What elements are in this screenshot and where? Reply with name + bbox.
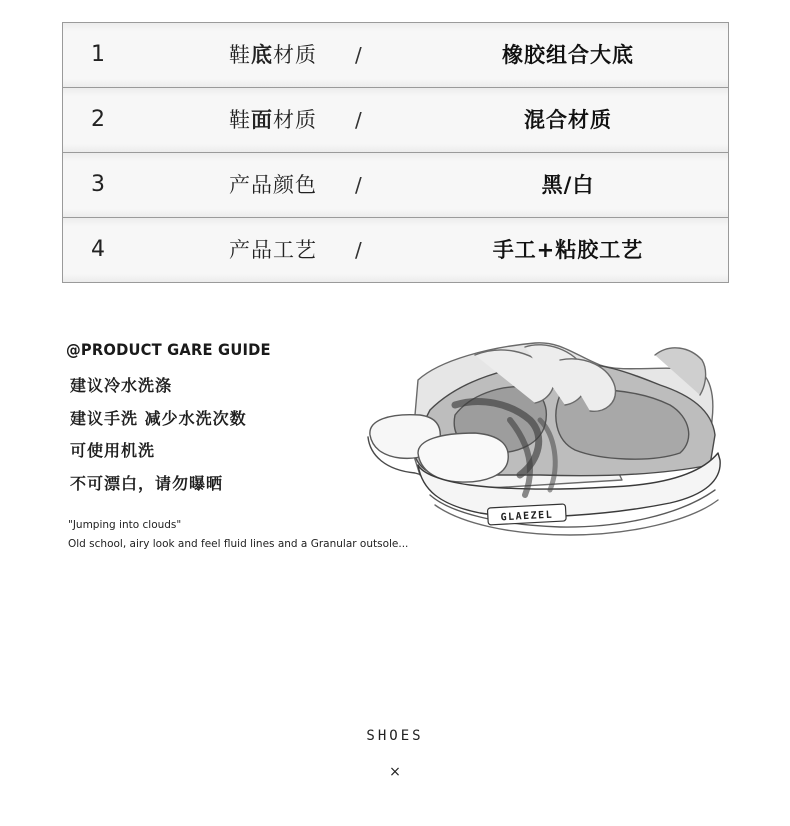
row-label: 鞋面材质 [229, 108, 317, 132]
row-number: 2 [91, 107, 105, 132]
care-item: 可使用机洗 [70, 441, 156, 460]
row-separator: / [355, 173, 362, 197]
sneaker-illustration [360, 325, 730, 555]
row-value: 橡胶组合大底 [502, 43, 634, 67]
spec-row-craft [63, 218, 728, 283]
spec-row-color [63, 153, 728, 218]
row-number: 1 [91, 42, 105, 67]
spec-row-sole [63, 23, 728, 88]
tagline-text: Old school, airy look and feel fluid lines and a Granular outsole... [68, 538, 409, 550]
care-guide-title: @PRODUCT GARE GUIDE [66, 340, 271, 359]
row-value: 黑/白 [541, 173, 595, 197]
tagline-quote: "Jumping into clouds" [68, 519, 182, 531]
row-number: 3 [91, 172, 105, 197]
row-label: 产品颜色 [229, 173, 317, 197]
care-instructions [70, 376, 247, 506]
care-item: 建议手洗 减少水洗次数 [70, 408, 247, 428]
care-item: 建议冷水洗涤 [70, 376, 173, 395]
row-value: 手工+粘胶工艺 [492, 238, 644, 262]
row-label: 产品工艺 [229, 238, 317, 262]
spec-row-upper [63, 88, 728, 153]
care-item: 不可漂白，请勿曝晒 [70, 473, 224, 493]
row-label: 鞋底材质 [229, 43, 317, 67]
close-icon: × [389, 764, 401, 780]
row-value: 混合材质 [524, 108, 612, 132]
row-separator: / [355, 238, 362, 262]
row-separator: / [355, 43, 362, 67]
spec-table [62, 22, 729, 283]
row-number: 4 [91, 237, 105, 262]
section-footer-title: SHOES [366, 728, 424, 744]
brand-label: GLAEZEL [500, 509, 554, 524]
row-separator: / [355, 108, 362, 132]
